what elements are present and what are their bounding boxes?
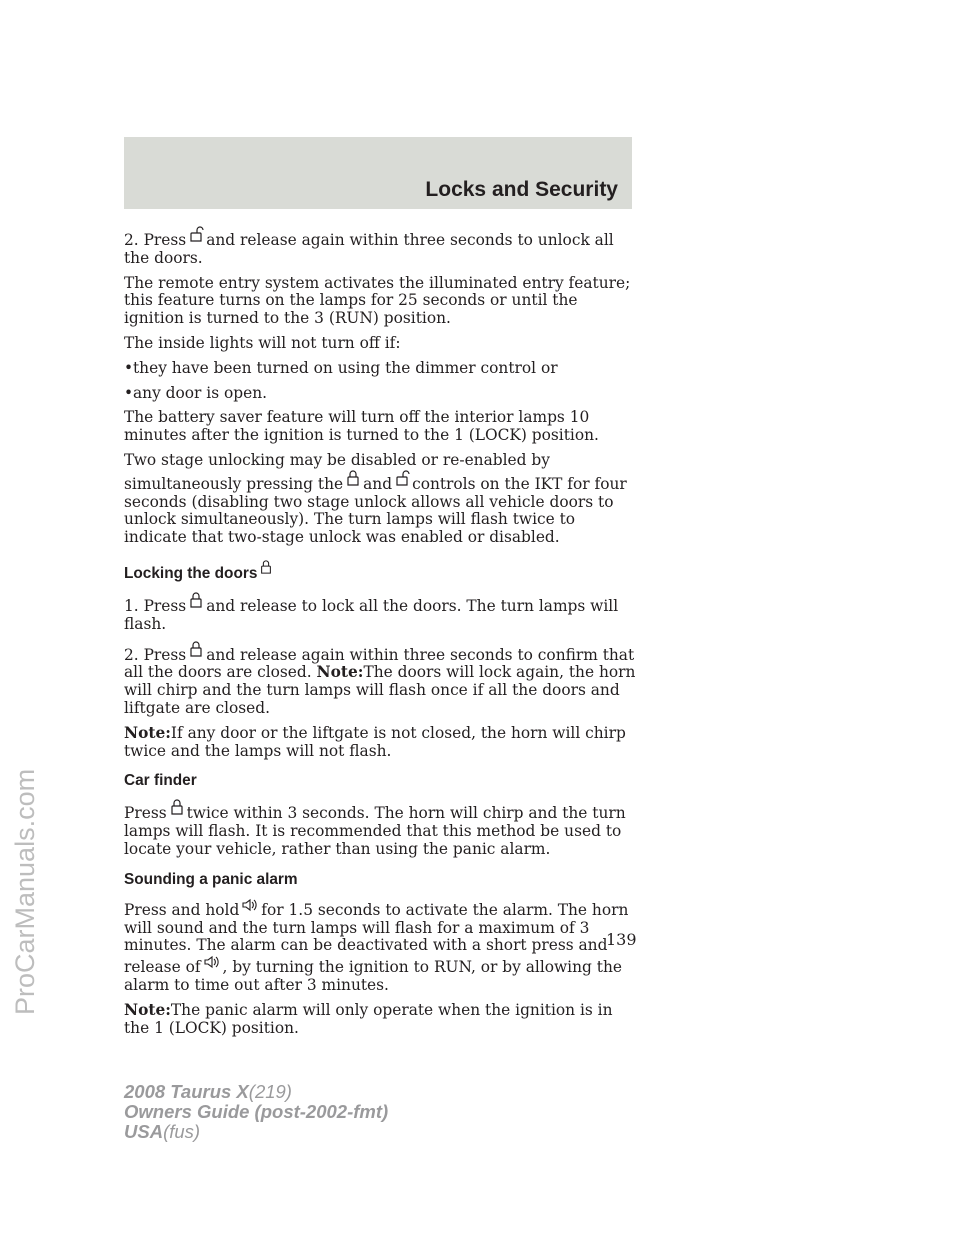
section-heading: Sounding a panic alarm xyxy=(124,870,298,888)
footer-line-guide: Owners Guide (post-2002-fmt) xyxy=(124,1101,389,1122)
panic-icon xyxy=(203,955,221,974)
paragraph: 2. Press and release again within three seconds to unlock all the doors. xyxy=(124,226,639,268)
paragraph: Two stage unlocking may be disabled or re-enabled by simultaneously pressing the and controls on the IKT for four seconds (disabling two stage unlock allows all vehicle doors to unlock simultaneously). The turn lamps will flash twice to indicate that two-stage unlock was enabled or disabled. xyxy=(124,450,627,547)
watermark: ProCarManuals.com xyxy=(10,768,40,1015)
paragraph: Note:If any door or the liftgate is not closed, the horn will chirp twice and the lamps will not flash. xyxy=(124,723,626,760)
page-number: 139 xyxy=(606,930,637,949)
lock-icon xyxy=(169,799,185,820)
paragraph: 2. Press and release again within three seconds to confirm that all the doors are closed. Note:The doors will lock again, the horn will chirp and the turn lamps will flash once if all the doors and liftgate are closed. xyxy=(124,641,639,718)
lock-icon xyxy=(345,470,361,491)
unlock-icon xyxy=(188,226,204,247)
paragraph: The battery saver feature will turn off the interior lamps 10 minutes after the ignition is turned to the 1 (LOCK) position. xyxy=(124,408,599,445)
lock-icon xyxy=(188,592,204,613)
paragraph: The inside lights will not turn off if: xyxy=(124,333,401,352)
paragraph: The remote entry system activates the illuminated entry feature; this feature turns on the lamps for 25 seconds or until the ignition is turned to the 3 (RUN) position. xyxy=(124,273,631,328)
section-heading: Car finder xyxy=(124,772,197,790)
section-title: Locks and Security xyxy=(425,178,618,201)
footer xyxy=(124,1082,388,1142)
bullet-item: • any door is open. xyxy=(124,383,268,402)
header-band xyxy=(124,137,632,209)
footer-line-region: USA(fus) xyxy=(124,1121,201,1142)
bullet-item: • they have been turned on using the dimmer control or xyxy=(124,358,558,377)
paragraph: Note:The panic alarm will only operate when the ignition is in the 1 (LOCK) position. xyxy=(124,1000,613,1037)
paragraph: Press and hold for 1.5 seconds to activate the alarm. The horn will sound and the turn lamps will flash for a maximum of 3 minutes. The alarm can be deactivated with a short press and release of , by turning the ignition to RUN, or by allowing the alarm to time out after 3 minutes. xyxy=(124,898,639,995)
section-heading: Locking the doors xyxy=(124,559,639,583)
lock-icon xyxy=(259,559,273,580)
lock-icon xyxy=(188,641,204,662)
panic-icon xyxy=(241,898,259,917)
paragraph: 1. Press and release to lock all the doors. The turn lamps will flash. xyxy=(124,592,639,634)
paragraph: Press twice within 3 seconds. The horn will chirp and the turn lamps will flash. It is recommended that this method be used to locate your vehicle, rather than using the panic alarm. xyxy=(124,799,639,858)
footer-line-model: 2008 Taurus X(219) xyxy=(124,1081,292,1102)
page-content xyxy=(124,226,639,1044)
unlock-icon xyxy=(394,470,410,491)
